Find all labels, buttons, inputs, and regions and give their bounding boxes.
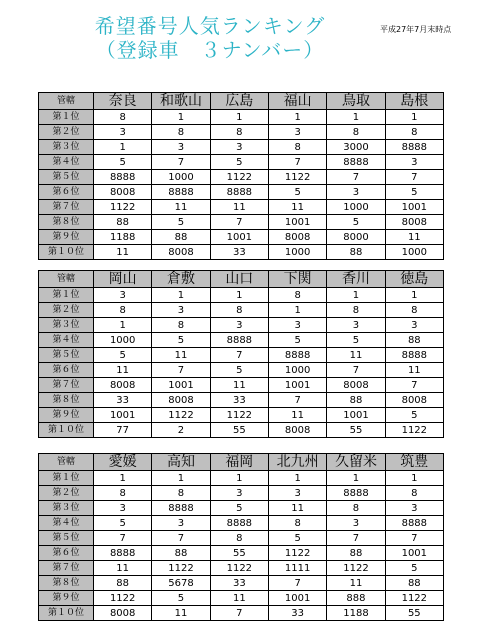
plate-number-cell: 33 <box>268 606 326 621</box>
rank-label: 第２位 <box>39 486 94 501</box>
plate-number-cell: 11 <box>327 348 385 363</box>
plate-number-cell: 1122 <box>94 591 152 606</box>
plate-number-cell: 5 <box>94 155 152 170</box>
plate-number-cell: 11 <box>94 245 152 260</box>
rank-label: 第４位 <box>39 333 94 348</box>
plate-number-cell: 55 <box>210 546 268 561</box>
plate-number-cell: 8888 <box>210 333 268 348</box>
plate-number-cell: 8888 <box>94 170 152 185</box>
plate-number-cell: 5 <box>210 155 268 170</box>
plate-number-cell: 7 <box>210 215 268 230</box>
rank-label: 第２位 <box>39 125 94 140</box>
jurisdiction-header: 香川 <box>327 271 385 288</box>
plate-number-cell: 1 <box>210 288 268 303</box>
jurisdiction-header: 広島 <box>210 93 268 110</box>
plate-number-cell: 11 <box>210 200 268 215</box>
plate-number-cell: 1122 <box>210 561 268 576</box>
table-row <box>39 245 444 260</box>
plate-number-cell: 8 <box>210 125 268 140</box>
plate-number-cell: 3 <box>94 501 152 516</box>
table-row <box>39 606 444 621</box>
plate-number-cell: 1 <box>327 288 385 303</box>
plate-number-cell: 11 <box>268 501 326 516</box>
plate-number-cell: 3 <box>385 318 443 333</box>
table-row <box>39 333 444 348</box>
plate-number-cell: 7 <box>385 170 443 185</box>
plate-number-cell: 8 <box>152 486 210 501</box>
plate-number-cell: 88 <box>152 230 210 245</box>
table-row <box>39 378 444 393</box>
corner-label: 管轄 <box>39 454 94 471</box>
plate-number-cell: 33 <box>210 576 268 591</box>
plate-number-cell: 3 <box>327 185 385 200</box>
table-row <box>39 501 444 516</box>
plate-number-cell: 8 <box>327 501 385 516</box>
rank-label: 第９位 <box>39 591 94 606</box>
plate-number-cell: 1 <box>385 110 443 125</box>
plate-number-cell: 1122 <box>268 170 326 185</box>
plate-number-cell: 8008 <box>94 185 152 200</box>
plate-number-cell: 1001 <box>210 230 268 245</box>
plate-number-cell: 5 <box>94 516 152 531</box>
plate-number-cell: 7 <box>210 606 268 621</box>
rank-label: 第５位 <box>39 348 94 363</box>
table-row <box>39 200 444 215</box>
plate-number-cell: 5 <box>268 185 326 200</box>
plate-number-cell: 5 <box>268 333 326 348</box>
table-row <box>39 140 444 155</box>
rank-label: 第１位 <box>39 471 94 486</box>
plate-number-cell: 11 <box>385 363 443 378</box>
rank-label: 第１位 <box>39 288 94 303</box>
plate-number-cell: 5 <box>94 348 152 363</box>
plate-number-cell: 11 <box>385 230 443 245</box>
header-row <box>39 271 444 288</box>
plate-number-cell: 7 <box>327 363 385 378</box>
header-row <box>39 454 444 471</box>
table-row <box>39 576 444 591</box>
plate-number-cell: 5 <box>385 408 443 423</box>
plate-number-cell: 8008 <box>94 606 152 621</box>
table-row <box>39 348 444 363</box>
table-row <box>39 230 444 245</box>
rank-label: 第１０位 <box>39 606 94 621</box>
plate-number-cell: 1 <box>268 110 326 125</box>
plate-number-cell: 8888 <box>327 155 385 170</box>
plate-number-cell: 55 <box>385 606 443 621</box>
plate-number-cell: 8 <box>152 318 210 333</box>
table-row <box>39 531 444 546</box>
jurisdiction-header: 山口 <box>210 271 268 288</box>
plate-number-cell: 1122 <box>385 591 443 606</box>
ranking-table-3 <box>38 453 444 621</box>
plate-number-cell: 8 <box>327 303 385 318</box>
table-row <box>39 546 444 561</box>
plate-number-cell: 5 <box>152 591 210 606</box>
plate-number-cell: 1 <box>152 471 210 486</box>
plate-number-cell: 8 <box>268 516 326 531</box>
title-line-1: 希望番号人気ランキング <box>94 14 326 38</box>
plate-number-cell: 1 <box>268 471 326 486</box>
rank-label: 第８位 <box>39 576 94 591</box>
page-title <box>60 14 360 62</box>
plate-number-cell: 8888 <box>327 486 385 501</box>
plate-number-cell: 1001 <box>385 546 443 561</box>
plate-number-cell: 88 <box>327 546 385 561</box>
table-row <box>39 185 444 200</box>
plate-number-cell: 1122 <box>152 408 210 423</box>
rank-label: 第８位 <box>39 215 94 230</box>
rank-label: 第２位 <box>39 303 94 318</box>
rank-label: 第６位 <box>39 185 94 200</box>
corner-label: 管轄 <box>39 93 94 110</box>
plate-number-cell: 1122 <box>210 170 268 185</box>
rank-label: 第１０位 <box>39 423 94 438</box>
plate-number-cell: 7 <box>268 576 326 591</box>
jurisdiction-header: 北九州 <box>268 454 326 471</box>
plate-number-cell: 8 <box>385 486 443 501</box>
plate-number-cell: 88 <box>385 333 443 348</box>
plate-number-cell: 7 <box>152 363 210 378</box>
plate-number-cell: 1 <box>210 471 268 486</box>
plate-number-cell: 11 <box>152 200 210 215</box>
plate-number-cell: 11 <box>210 591 268 606</box>
plate-number-cell: 3 <box>268 125 326 140</box>
plate-number-cell: 7 <box>385 531 443 546</box>
rank-label: 第９位 <box>39 408 94 423</box>
rank-label: 第８位 <box>39 393 94 408</box>
plate-number-cell: 8888 <box>94 546 152 561</box>
rank-label: 第５位 <box>39 531 94 546</box>
plate-number-cell: 8888 <box>268 348 326 363</box>
plate-number-cell: 1000 <box>268 245 326 260</box>
plate-number-cell: 5 <box>210 363 268 378</box>
plate-number-cell: 11 <box>94 363 152 378</box>
ranking-table-1 <box>38 92 444 260</box>
table-row <box>39 591 444 606</box>
plate-number-cell: 1122 <box>385 423 443 438</box>
plate-number-cell: 88 <box>94 215 152 230</box>
jurisdiction-header: 島根 <box>385 93 443 110</box>
plate-number-cell: 8 <box>327 125 385 140</box>
plate-number-cell: 8 <box>210 303 268 318</box>
plate-number-cell: 5 <box>327 215 385 230</box>
plate-number-cell: 88 <box>327 393 385 408</box>
plate-number-cell: 1 <box>268 303 326 318</box>
jurisdiction-header: 高知 <box>152 454 210 471</box>
plate-number-cell: 11 <box>152 606 210 621</box>
plate-number-cell: 8888 <box>210 516 268 531</box>
plate-number-cell: 8888 <box>385 140 443 155</box>
plate-number-cell: 55 <box>327 423 385 438</box>
corner-label: 管轄 <box>39 271 94 288</box>
rank-label: 第３位 <box>39 501 94 516</box>
plate-number-cell: 7 <box>94 531 152 546</box>
plate-number-cell: 1000 <box>327 200 385 215</box>
plate-number-cell: 1000 <box>94 333 152 348</box>
plate-number-cell: 33 <box>94 393 152 408</box>
plate-number-cell: 8008 <box>268 230 326 245</box>
plate-number-cell: 8 <box>385 125 443 140</box>
plate-number-cell: 7 <box>385 378 443 393</box>
rank-label: 第３位 <box>39 140 94 155</box>
plate-number-cell: 1188 <box>327 606 385 621</box>
jurisdiction-header: 徳島 <box>385 271 443 288</box>
plate-number-cell: 5 <box>152 333 210 348</box>
plate-number-cell: 5 <box>385 185 443 200</box>
plate-number-cell: 8008 <box>385 393 443 408</box>
plate-number-cell: 1 <box>327 110 385 125</box>
jurisdiction-header: 福岡 <box>210 454 268 471</box>
plate-number-cell: 8 <box>94 486 152 501</box>
plate-number-cell: 1111 <box>268 561 326 576</box>
plate-number-cell: 55 <box>210 423 268 438</box>
table-row <box>39 408 444 423</box>
plate-number-cell: 1122 <box>327 561 385 576</box>
date-note: 平成27年7月末時点 <box>380 25 452 34</box>
plate-number-cell: 1 <box>94 471 152 486</box>
rank-label: 第７位 <box>39 561 94 576</box>
plate-number-cell: 1122 <box>210 408 268 423</box>
table-row <box>39 303 444 318</box>
plate-number-cell: 3 <box>385 155 443 170</box>
plate-number-cell: 3 <box>210 140 268 155</box>
plate-number-cell: 7 <box>210 348 268 363</box>
plate-number-cell: 7 <box>152 531 210 546</box>
rank-label: 第１位 <box>39 110 94 125</box>
plate-number-cell: 1122 <box>94 200 152 215</box>
plate-number-cell: 1001 <box>152 378 210 393</box>
table-row <box>39 393 444 408</box>
plate-number-cell: 3 <box>210 486 268 501</box>
plate-number-cell: 1001 <box>268 215 326 230</box>
jurisdiction-header: 鳥取 <box>327 93 385 110</box>
plate-number-cell: 8888 <box>152 185 210 200</box>
plate-number-cell: 3 <box>152 140 210 155</box>
plate-number-cell: 8008 <box>327 378 385 393</box>
plate-number-cell: 3 <box>152 516 210 531</box>
plate-number-cell: 8888 <box>385 516 443 531</box>
plate-number-cell: 1000 <box>268 363 326 378</box>
jurisdiction-header: 久留米 <box>327 454 385 471</box>
plate-number-cell: 33 <box>210 393 268 408</box>
plate-number-cell: 1122 <box>152 561 210 576</box>
plate-number-cell: 1000 <box>385 245 443 260</box>
jurisdiction-header: 奈良 <box>94 93 152 110</box>
table-row <box>39 110 444 125</box>
table-row <box>39 318 444 333</box>
plate-number-cell: 1188 <box>94 230 152 245</box>
plate-number-cell: 8 <box>210 531 268 546</box>
title-line-2: （登録車 ３ナンバー） <box>95 38 325 62</box>
plate-number-cell: 5 <box>385 561 443 576</box>
plate-number-cell: 1122 <box>268 546 326 561</box>
plate-number-cell: 3 <box>385 501 443 516</box>
plate-number-cell: 8 <box>385 303 443 318</box>
plate-number-cell: 8888 <box>152 501 210 516</box>
plate-number-cell: 7 <box>327 170 385 185</box>
table-row <box>39 288 444 303</box>
plate-number-cell: 3 <box>268 486 326 501</box>
plate-number-cell: 11 <box>152 348 210 363</box>
plate-number-cell: 8 <box>94 303 152 318</box>
plate-number-cell: 8 <box>152 125 210 140</box>
plate-number-cell: 8008 <box>268 423 326 438</box>
table-row <box>39 170 444 185</box>
table-row <box>39 215 444 230</box>
plate-number-cell: 3 <box>327 516 385 531</box>
table-row <box>39 125 444 140</box>
plate-number-cell: 1000 <box>152 170 210 185</box>
plate-number-cell: 8 <box>94 110 152 125</box>
plate-number-cell: 5 <box>268 531 326 546</box>
table-row <box>39 155 444 170</box>
plate-number-cell: 8 <box>268 140 326 155</box>
plate-number-cell: 5 <box>327 333 385 348</box>
plate-number-cell: 2 <box>152 423 210 438</box>
table-row <box>39 516 444 531</box>
plate-number-cell: 888 <box>327 591 385 606</box>
plate-number-cell: 8888 <box>385 348 443 363</box>
plate-number-cell: 3 <box>152 303 210 318</box>
plate-number-cell: 1 <box>210 110 268 125</box>
plate-number-cell: 1 <box>385 471 443 486</box>
table-row <box>39 423 444 438</box>
plate-number-cell: 3 <box>268 318 326 333</box>
plate-number-cell: 1 <box>94 318 152 333</box>
plate-number-cell: 7 <box>152 155 210 170</box>
jurisdiction-header: 愛媛 <box>94 454 152 471</box>
plate-number-cell: 88 <box>385 576 443 591</box>
plate-number-cell: 11 <box>268 408 326 423</box>
plate-number-cell: 1 <box>152 110 210 125</box>
plate-number-cell: 7 <box>268 393 326 408</box>
plate-number-cell: 5 <box>210 501 268 516</box>
plate-number-cell: 1 <box>385 288 443 303</box>
plate-number-cell: 1 <box>152 288 210 303</box>
rank-label: 第１０位 <box>39 245 94 260</box>
rank-label: 第７位 <box>39 200 94 215</box>
plate-number-cell: 1001 <box>268 591 326 606</box>
plate-number-cell: 11 <box>210 378 268 393</box>
table-row <box>39 363 444 378</box>
rank-label: 第７位 <box>39 378 94 393</box>
plate-number-cell: 88 <box>152 546 210 561</box>
ranking-table-2 <box>38 270 444 438</box>
jurisdiction-header: 福山 <box>268 93 326 110</box>
plate-number-cell: 5678 <box>152 576 210 591</box>
plate-number-cell: 8008 <box>94 378 152 393</box>
plate-number-cell: 8008 <box>152 393 210 408</box>
plate-number-cell: 3 <box>94 125 152 140</box>
plate-number-cell: 33 <box>210 245 268 260</box>
plate-number-cell: 11 <box>94 561 152 576</box>
plate-number-cell: 8000 <box>327 230 385 245</box>
plate-number-cell: 11 <box>268 200 326 215</box>
rank-label: 第３位 <box>39 318 94 333</box>
plate-number-cell: 1 <box>327 471 385 486</box>
plate-number-cell: 8888 <box>210 185 268 200</box>
plate-number-cell: 1001 <box>327 408 385 423</box>
rank-label: 第６位 <box>39 546 94 561</box>
jurisdiction-header: 倉敷 <box>152 271 210 288</box>
plate-number-cell: 1 <box>94 140 152 155</box>
plate-number-cell: 88 <box>94 576 152 591</box>
plate-number-cell: 11 <box>327 576 385 591</box>
plate-number-cell: 1001 <box>94 408 152 423</box>
table-row <box>39 561 444 576</box>
rank-label: 第９位 <box>39 230 94 245</box>
plate-number-cell: 3 <box>327 318 385 333</box>
rank-label: 第５位 <box>39 170 94 185</box>
plate-number-cell: 1001 <box>385 200 443 215</box>
plate-number-cell: 5 <box>152 215 210 230</box>
rank-label: 第６位 <box>39 363 94 378</box>
jurisdiction-header: 岡山 <box>94 271 152 288</box>
plate-number-cell: 8 <box>268 288 326 303</box>
plate-number-cell: 7 <box>268 155 326 170</box>
plate-number-cell: 3000 <box>327 140 385 155</box>
jurisdiction-header: 筑豊 <box>385 454 443 471</box>
plate-number-cell: 8008 <box>385 215 443 230</box>
plate-number-cell: 3 <box>94 288 152 303</box>
plate-number-cell: 7 <box>327 531 385 546</box>
plate-number-cell: 3 <box>210 318 268 333</box>
jurisdiction-header: 下関 <box>268 271 326 288</box>
plate-number-cell: 77 <box>94 423 152 438</box>
rank-label: 第４位 <box>39 155 94 170</box>
plate-number-cell: 1001 <box>268 378 326 393</box>
jurisdiction-header: 和歌山 <box>152 93 210 110</box>
table-row <box>39 486 444 501</box>
header-row <box>39 93 444 110</box>
plate-number-cell: 8008 <box>152 245 210 260</box>
rank-label: 第４位 <box>39 516 94 531</box>
table-row <box>39 471 444 486</box>
plate-number-cell: 88 <box>327 245 385 260</box>
